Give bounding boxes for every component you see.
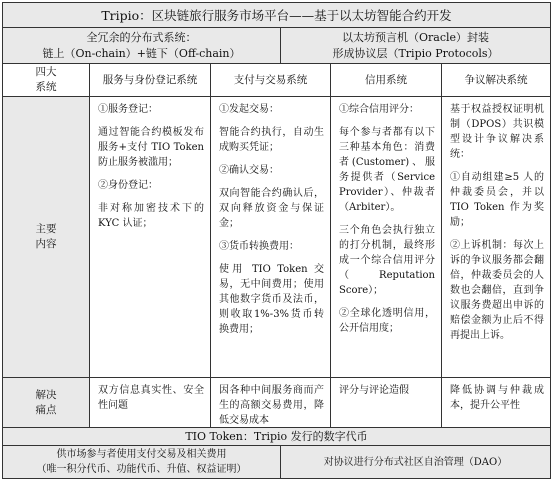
title-text: Tripio：区块链旅行服务市场平台——基于以太坊智能合约开发 xyxy=(101,8,452,23)
service-registration-heading: ①服务登记： xyxy=(98,104,158,115)
column-header-payment xyxy=(210,63,331,97)
conversion-fee-text: 使用 TIO Token 交易，无中间费用；使用其他数字货币及法币，则收取1%-3%货币转换费用； xyxy=(219,264,324,335)
four-systems-label xyxy=(2,63,90,97)
dispute-content-cell xyxy=(441,96,551,378)
pain-points-label-line1: 解决 xyxy=(35,388,57,401)
credit-pain-point-text: 评分与评论造假 xyxy=(339,385,409,396)
reputation-score-text: 三个角色会执行独立的打分机制，最终形成一个综合信用评分（Reputation Score）； xyxy=(339,225,435,296)
dao-governance-text: 对协议进行分布式社区自治管理（DAO） xyxy=(323,456,508,468)
main-content-label-line2: 内容 xyxy=(35,238,57,250)
confirm-transaction-text: 双向智能合约确认后，双向释放资金与保证金； xyxy=(219,188,324,229)
pain-points-label-line2: 痛点 xyxy=(35,403,57,416)
oracle-protocol-line2: 形成协议层（Tripio Protocols） xyxy=(332,46,499,60)
payment-content-cell xyxy=(210,96,331,378)
market-usage-cell xyxy=(2,445,281,479)
column-header-dispute-text: 争议解决系统 xyxy=(464,73,528,86)
identity-registration-text: 非对称加密技术下的 KYC 认证； xyxy=(98,203,204,229)
credit-content-cell xyxy=(330,96,442,378)
column-header-credit xyxy=(330,63,442,97)
initiate-transaction-heading: ①发起交易： xyxy=(219,104,279,115)
market-usage-line1: 供市场参与者使用支付交易及相关费用 xyxy=(56,449,227,460)
oracle-protocol-cell xyxy=(280,27,551,64)
column-header-registration-text: 服务与身份登记系统 xyxy=(102,73,198,86)
distributed-system-line1: 全冗余的分布式系统： xyxy=(86,30,197,44)
confirm-transaction-heading: ②确认交易： xyxy=(219,165,279,176)
initiate-transaction-text: 智能合约执行，自动生成购买凭证； xyxy=(219,127,324,153)
dao-governance-cell xyxy=(280,445,551,479)
payment-pain-point-text: 因各种中间服务商而产生的高额交易费用，降低交易成本 xyxy=(219,385,324,426)
four-systems-line1: 四大 xyxy=(35,66,57,78)
oracle-protocol-line1: 以太坊预言机（Oracle）封装 xyxy=(341,30,490,44)
credit-roles-text: 每个参与者都有以下三种基本角色：消费者(Customer)、服务提供者（Service Provider）、仲裁者（Arbiter）。 xyxy=(339,127,435,213)
registration-pain-point-text: 双方信息真实性、安全性问题 xyxy=(98,385,204,411)
identity-registration-heading: ②身份登记： xyxy=(98,180,158,191)
transparent-credit-text: ②全球化透明信用，公开信用度； xyxy=(339,308,435,334)
credit-pain-point xyxy=(330,377,442,428)
four-systems-line2: 系统 xyxy=(35,81,57,93)
registration-pain-point xyxy=(89,377,211,428)
market-usage-line2: （唯一积分代币、功能代币、升值、权益证明） xyxy=(36,464,247,475)
column-header-dispute xyxy=(441,63,551,97)
service-registration-text: 通过智能合约模板发布服务+支付 TIO Token 防止服务被滥用； xyxy=(98,127,204,168)
dispute-pain-point xyxy=(441,377,551,428)
column-header-registration xyxy=(89,63,211,97)
dpos-intro-text: 基于权益授权证明机制（DPOS）共识模型设计争议解决系统： xyxy=(450,104,544,160)
payment-pain-point xyxy=(210,377,331,428)
dispute-pain-point-text: 降低协调与仲裁成本，提升公平性 xyxy=(450,385,544,411)
tio-token-bar xyxy=(2,427,551,446)
distributed-system-line2: 链上（On-chain）+链下（Off-chain） xyxy=(42,46,241,60)
appeal-mechanism-text: ②上诉机制：每次上诉的争议服务都会翻倍，仲裁委员会的人数也会翻倍，直到争议服务费超出申诉的赔偿金额为止后不得再提出上诉。 xyxy=(450,240,544,341)
tio-token-text: TIO Token：Tripio 发行的数字代币 xyxy=(185,429,368,443)
arbitration-committee-text: ①自动组建≥5 人的仲裁委员会，并以 TIO Token 作为奖励； xyxy=(450,172,544,228)
page-title xyxy=(2,2,551,28)
main-content-label xyxy=(2,96,90,378)
column-header-credit-text: 信用系统 xyxy=(365,73,407,86)
distributed-system-cell xyxy=(2,27,281,64)
conversion-fee-heading: ③货币转换费用： xyxy=(219,241,299,252)
main-content-label-line1: 主要 xyxy=(35,223,57,235)
registration-content-cell xyxy=(89,96,211,378)
pain-points-label xyxy=(2,377,90,428)
credit-score-heading: ①综合信用评分： xyxy=(339,104,419,115)
column-header-payment-text: 支付与交易系统 xyxy=(233,73,308,86)
